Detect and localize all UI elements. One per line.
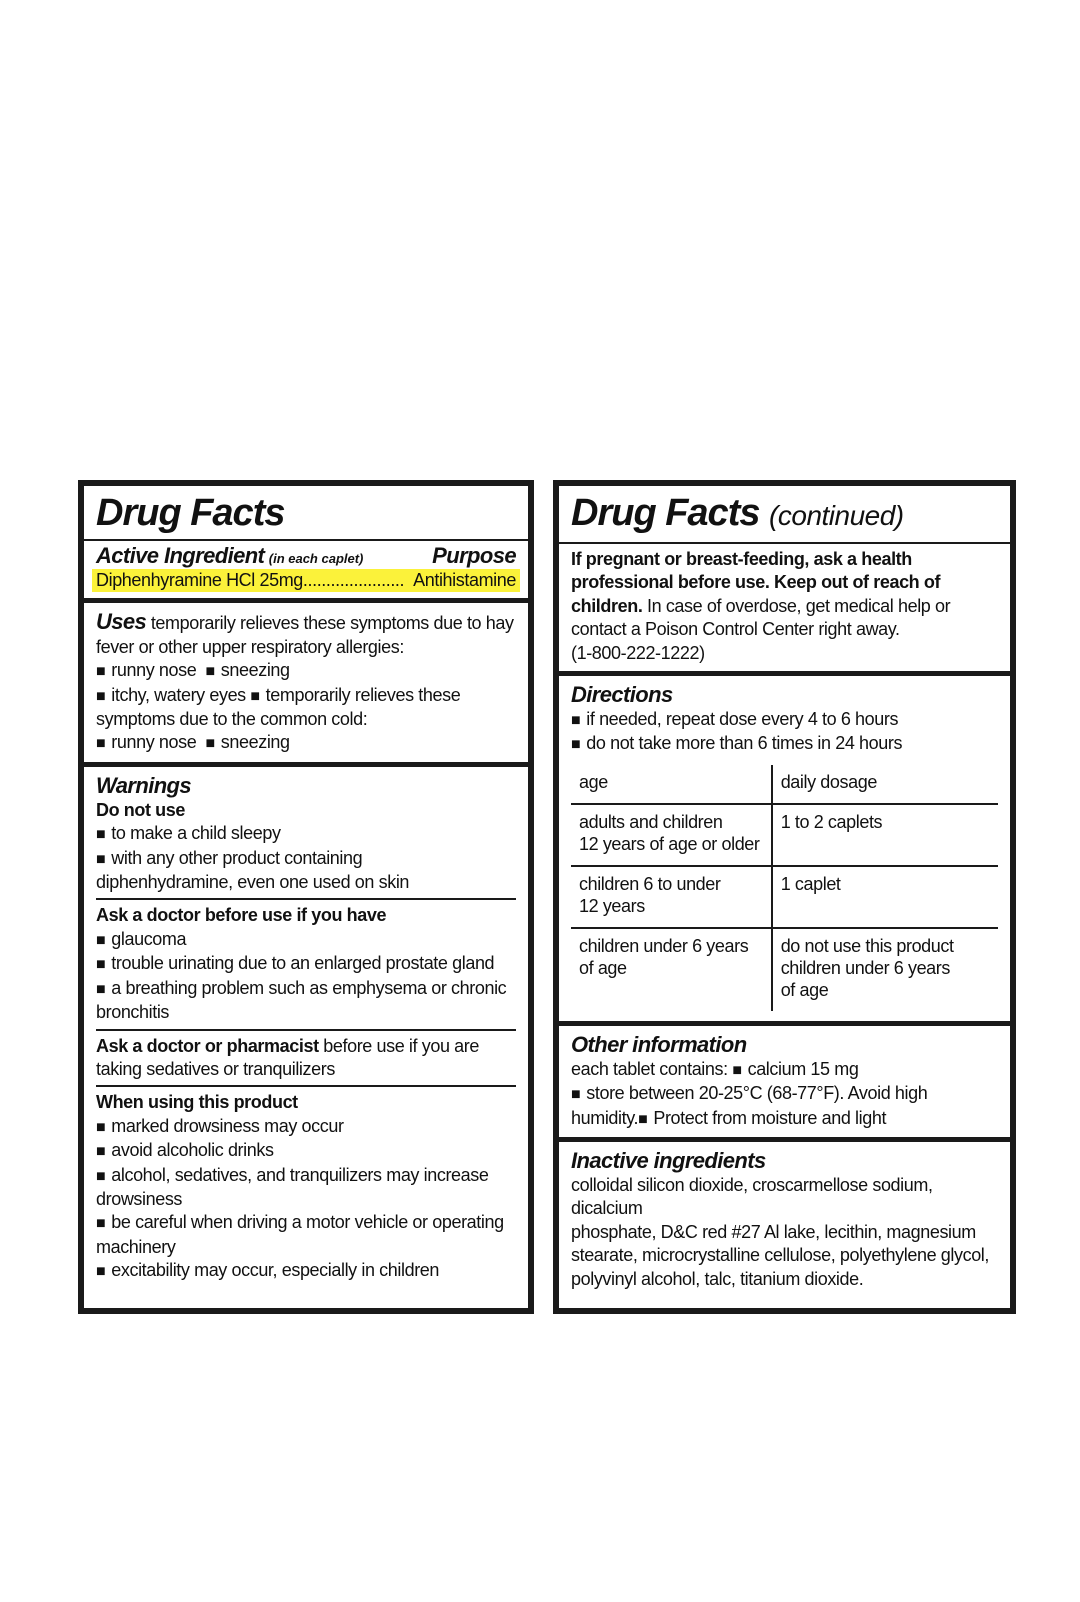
panel-title: Drug Facts — [571, 492, 760, 534]
overdose-text: In case of overdose, get medical help or — [642, 595, 951, 616]
warning-item: ■ to make a child sleepy — [96, 822, 516, 846]
active-ingredient-section — [84, 541, 528, 603]
warnings-heading: Warnings — [96, 772, 192, 798]
warning-item: ■ with any other product containing — [96, 847, 516, 871]
dosage-row — [571, 804, 998, 866]
use-item: ■ runny nose — [96, 732, 196, 752]
uses-heading: Uses — [96, 609, 147, 635]
uses-intro: temporarily relieves these symptoms due to hay — [150, 613, 514, 634]
do-not-use-heading: Do not use — [96, 799, 185, 820]
direction-item: ■ if needed, repeat dose every 4 to 6 hours — [571, 708, 998, 732]
other-information-section — [559, 1026, 1010, 1142]
inactive-ingredients-section — [559, 1142, 1010, 1297]
pregnancy-text: If pregnant or breast-feeding, ask a health — [571, 549, 912, 569]
inactive-ingredients-heading: Inactive ingredients — [571, 1148, 766, 1174]
when-using-heading: When using this product — [96, 1092, 298, 1113]
poison-control-phone: (1-800-222-1222) — [571, 642, 705, 663]
inactive-ingredients-text: phosphate, D&C red #27 Al lake, lecithin, magnesium — [571, 1221, 976, 1242]
warning-item-cont: machinery — [96, 1236, 176, 1257]
warning-item-cont: bronchitis — [96, 1002, 170, 1023]
uses-section — [84, 603, 528, 766]
warning-item: ■ excitability may occur, especially in children — [96, 1259, 516, 1283]
other-info-text: humidity. — [571, 1107, 639, 1128]
ingredient-name: Diphenhyramine HCl 25mg...................... — [96, 570, 405, 590]
other-info-item: ■ Protect from moisture and light — [638, 1108, 886, 1128]
dosage-row — [571, 866, 998, 928]
drug-facts-panel-right — [553, 480, 1016, 1314]
age-cell: of age — [579, 957, 627, 978]
panel-title-continued: (continued) — [769, 500, 904, 531]
ask-pharmacist-text: before use if you are — [318, 1035, 479, 1056]
age-cell: children 6 to under — [579, 873, 721, 894]
age-cell: adults and children — [579, 811, 723, 832]
active-ingredient-heading: Active Ingredient — [96, 543, 265, 568]
warning-item: ■ marked drowsiness may occur — [96, 1115, 516, 1139]
warning-item-cont: diphenhydramine, even one used on skin — [96, 872, 410, 893]
warning-item: ■ avoid alcoholic drinks — [96, 1139, 516, 1163]
uses-intro-2: fever or other upper respiratory allergies: — [96, 636, 404, 657]
age-cell: children under 6 years — [579, 935, 749, 956]
pregnancy-text: professional before use. Keep out of reach of — [571, 572, 941, 593]
inactive-ingredients-text: polyvinyl alcohol, talc, titanium dioxide. — [571, 1268, 864, 1289]
dose-cell: of age — [780, 979, 829, 1000]
age-cell: 12 years of age or older — [579, 833, 760, 854]
drug-facts-panel-left — [78, 480, 534, 1314]
dosage-header-dose: daily dosage — [780, 771, 877, 792]
inactive-ingredients-text: colloidal silicon dioxide, croscarmellose sodium, dicalcium — [571, 1175, 933, 1219]
inactive-ingredients-text: stearate, microcrystalline cellulose, polyethylene glycol, — [571, 1245, 990, 1266]
use-item-cont: symptoms due to the common cold: — [96, 709, 368, 730]
dosage-table — [571, 765, 998, 1011]
warning-item: ■ a breathing problem such as emphysema or chronic — [96, 977, 516, 1001]
purpose-heading: Purpose — [432, 543, 516, 568]
ingredient-purpose: Antihistamine — [413, 570, 516, 590]
ask-doctor-heading: Ask a doctor before use if you have — [96, 905, 387, 926]
warning-item: ■ be careful when driving a motor vehicle or operating — [96, 1211, 516, 1235]
direction-item: ■ do not take more than 6 times in 24 hours — [571, 732, 998, 756]
other-info-item: ■ store between 20-25°C (68-77°F). Avoid high — [571, 1082, 998, 1106]
use-item: ■ runny nose — [96, 660, 196, 680]
panel-title: Drug Facts — [96, 492, 285, 534]
warning-item: ■ trouble urinating due to an enlarged prostate gland — [96, 952, 516, 976]
pregnancy-text: children. — [571, 595, 643, 616]
pregnancy-section — [559, 544, 1010, 676]
dose-cell: children under 6 years — [780, 957, 950, 978]
ingredient-row — [92, 569, 520, 592]
warning-item-cont: drowsiness — [96, 1188, 183, 1209]
directions-section — [559, 676, 1010, 1026]
active-ingredient-qualifier: (in each caplet) — [268, 551, 364, 566]
use-item: ■ sneezing — [206, 660, 290, 680]
dose-cell: 1 to 2 caplets — [780, 811, 883, 832]
dosage-header-age: age — [571, 765, 772, 804]
warning-item: ■ alcohol, sedatives, and tranquilizers may increase — [96, 1164, 516, 1188]
dose-cell: 1 caplet — [780, 873, 841, 894]
use-item: ■ sneezing — [206, 732, 290, 752]
use-item: ■ itchy, watery eyes — [96, 685, 246, 705]
use-item: ■ temporarily relieves these — [250, 685, 460, 705]
other-info-text: each tablet contains: — [571, 1058, 728, 1079]
dosage-row — [571, 928, 998, 1011]
other-info-item: ■ calcium 15 mg — [732, 1059, 858, 1079]
overdose-text: contact a Poison Control Center right away. — [571, 619, 900, 640]
age-cell: 12 years — [579, 895, 645, 916]
other-information-heading: Other information — [571, 1031, 747, 1057]
directions-heading: Directions — [571, 682, 673, 708]
dose-cell: do not use this product — [780, 935, 954, 956]
warnings-section — [84, 767, 528, 1290]
ask-pharmacist-text-2: taking sedatives or tranquilizers — [96, 1058, 335, 1079]
warning-item: ■ glaucoma — [96, 928, 516, 952]
ask-pharmacist-heading: Ask a doctor or pharmacist — [96, 1035, 319, 1056]
